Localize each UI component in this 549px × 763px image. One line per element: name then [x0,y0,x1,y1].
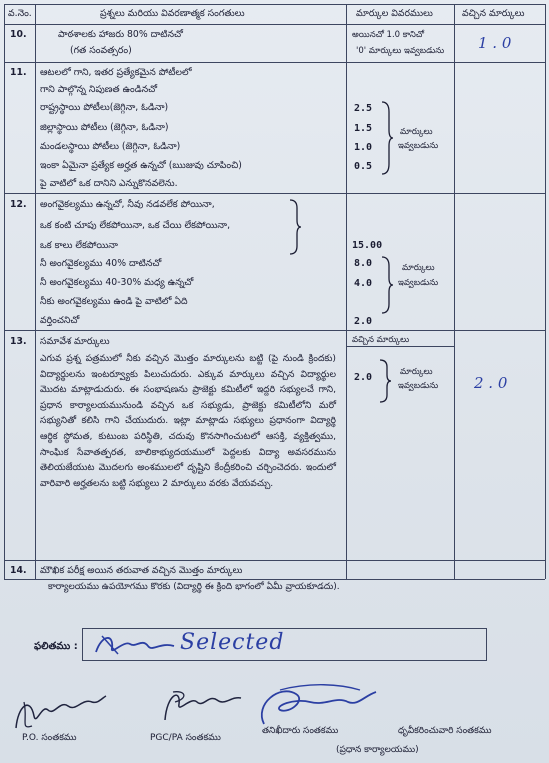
row11-marks-note-2: ఇవ్వబడును [398,141,439,151]
row13-number: 13. [10,336,27,347]
result-scribble-mark [90,630,180,658]
table-top-border [4,4,545,5]
row12-mark-1: 15.00 [352,240,383,251]
header-marks-detail: మార్కుల వివరములు [356,8,433,19]
certifier-signature-label: ధృవీకరించువారి సంతకము [398,726,492,736]
row10-line-1: పాఠశాలకు హాజరు 80% దాటినచో [58,29,183,40]
row11-line-1: ఆటలలో గాని, ఇతర ప్రత్యేకమైన పోటీలలో [40,67,192,78]
row12-line-3: ఒక కాలు లేకపోయినా [40,240,118,251]
head-office-label: (ప్రధాన కార్యాలయము) [336,745,419,755]
row11-mark-3: 1.0 [354,142,373,153]
row14-number: 14. [10,565,27,576]
row11-marks-note-1: మార్కులు [400,127,433,137]
row10-bottom-border [4,62,545,63]
po-signature-label: P.O. సంతకము [22,733,77,743]
row13-marks-note-1: మార్కులు [400,367,433,377]
row12-marks-note-1: మార్కులు [402,263,435,273]
result-label: ఫలితము : [34,641,78,652]
row11-number: 11. [10,67,27,78]
row11-line-6: ఇంకా ఏమైనా ప్రత్యేక అర్హత ఉన్నచో (ఋజువు చూపించి) [40,160,242,171]
row12-mark-4: 2.0 [354,316,373,327]
row11-line-7: పై వాటిలో ఒక దానిని ఎన్నుకొనవలెను. [40,178,178,189]
row12-text-brace [288,198,302,256]
row12-marks-note-2: ఇవ్వబడును [398,278,439,288]
questions-column-border [346,4,347,579]
marks-column-border [454,4,455,579]
header-sno: వ.నెం. [8,8,32,19]
row11-mark-4: 0.5 [354,161,373,172]
row12-marks-brace [380,255,394,315]
row11-brace [380,100,394,176]
row13-obtained-mark: 2 . 0 [474,374,508,392]
row11-line-3: రాష్ట్రస్థాయి పోటీలు(జెగ్గినా, ఓడినా) [40,102,169,113]
row11-mark-2: 1.5 [354,123,373,134]
row11-line-4: జిల్లాస్థాయి పోటీలు (జెగ్గినా, ఓడినా) [40,122,169,133]
row10-marks-line-2: '0' మార్కులు ఇవ్వబడును [356,46,445,56]
header-marks-obtained: వచ్చిన మార్కులు [462,8,525,19]
row12-line-1: అంగవైకల్యము ఉన్నచో, నీవు నడవలేక పోయినా, [40,199,215,210]
row13-paragraph: ఎగువ ప్రశ్న పత్రములో నీకు వచ్చిన మొత్తం మార్కులను బట్టి (పై నుండి క్రిందకు) విద్యార్థులను ఇంటర్వ్యూకు పిలుచుదురు. ఎక్కువ మార్కులు వచ్చిన విద్యార్థుల మొదట మాట్లాడుదురు. ఈ సంభాషణను ప్రాజెక్టు కమిటీలో ఇద్దరి సభ్యులచే గాని, ప్రధాన కార్యాలయమునుండి వచ్చిన ఒక సభ్యుడు, ప్రాజెక్టు కమిటీలోని మరో సభ్యునితో కలిసి గాని చేయుదురు. ఇట్లా మాట్లాడు సభ్యులు ప్రధానంగా విద్యార్థి ఆర్థిక స్థోమత, కుటుంబ పరిస్థితి, చదువు కొనసాగించుటలో ఆసక్తి, వ్యక్తిత్వము, సాంఘిక సేవాతత్పరత, బాలికాభ్యుదయములో పెద్దలకు విద్యా అవసరమును తెలియజేయుట మొదలగు అంశములలో దృష్టిని కేంద్రీకరించి చర్చించెదరు. ఇందులో వారివారి అర్హతలను బట్టి సభ్యులు 2 మార్కులు వరకు వేయవచ్చు. [40,353,336,489]
row12-line-4: నీ అంగవైకల్యము 40% దాటినచో [40,258,162,269]
row10-line-2: (గత సంవత్సరం) [70,45,132,56]
row12-line-6: నీకు అంగవైకల్యము ఉండి పై వాటిలో ఏది [40,296,188,307]
table-bottom-border [4,579,545,580]
row13-marks-brace [378,358,392,404]
row12-line-5: నీ అంగవైకల్యము 40-30% మధ్య ఉన్నచో [40,277,194,288]
row11-line-5: మండలస్థాయి పోటీలు (జెగ్గినా, ఓడినా) [40,141,181,152]
result-value: Selected [180,630,285,655]
row13-subheader: వచ్చిన మార్కులు [352,335,410,345]
row13-subheader-border [346,346,454,347]
row14-text: మౌఖిక పరీక్ష అయిన తరువాత వచ్చిన మొత్తం మార్కులు [40,565,243,576]
po-signature-mark [10,690,110,735]
row10-obtained-mark: 1 . 0 [478,34,512,52]
inspector-signature-mark [250,680,390,732]
row12-mark-3: 4.0 [354,278,373,289]
header-questions: ప్రశ్నలు మరియు వివరణాత్మక సంగతులు [100,8,245,19]
row11-line-2: గాని పాల్గొన్న నిపుణత ఉండినచో [40,84,158,95]
table-right-border [545,4,546,579]
sno-column-border [35,4,36,579]
pgc-signature-label: PGC/PA సంతకము [150,733,221,743]
row12-line-2: ఒక కంటి చూపు లేకపోయినా, ఒక చేయి లేకపోయినా, [40,220,231,231]
row12-number: 12. [10,199,27,210]
row11-mark-1: 2.5 [354,103,373,114]
row12-line-7: వర్తించనిచో [40,315,80,326]
inspector-signature-label: తనిఖీదారు సంతకము [262,726,339,736]
row13-title: సమావేశ మార్కులు [40,336,110,347]
row13-bottom-border [4,560,545,561]
table-left-border [4,4,5,579]
header-bottom-border [4,24,545,25]
office-use-note: కార్యాలయము ఉపయోగము కొరకు (విద్యార్థి ఈ క్రింది భాగంలో ఏమీ వ్రాయకూడదు). [48,582,340,592]
row12-mark-2: 8.0 [354,258,373,269]
row12-bottom-border [4,330,545,331]
row11-bottom-border [4,193,545,194]
row13-mark: 2.0 [354,372,373,383]
row10-marks-line-1: అయినచో 1.0 కానిచో [352,30,425,40]
pgc-signature-mark [155,684,245,724]
row13-marks-note-2: ఇవ్వబడును [398,381,439,391]
row10-number: 10. [10,29,27,40]
